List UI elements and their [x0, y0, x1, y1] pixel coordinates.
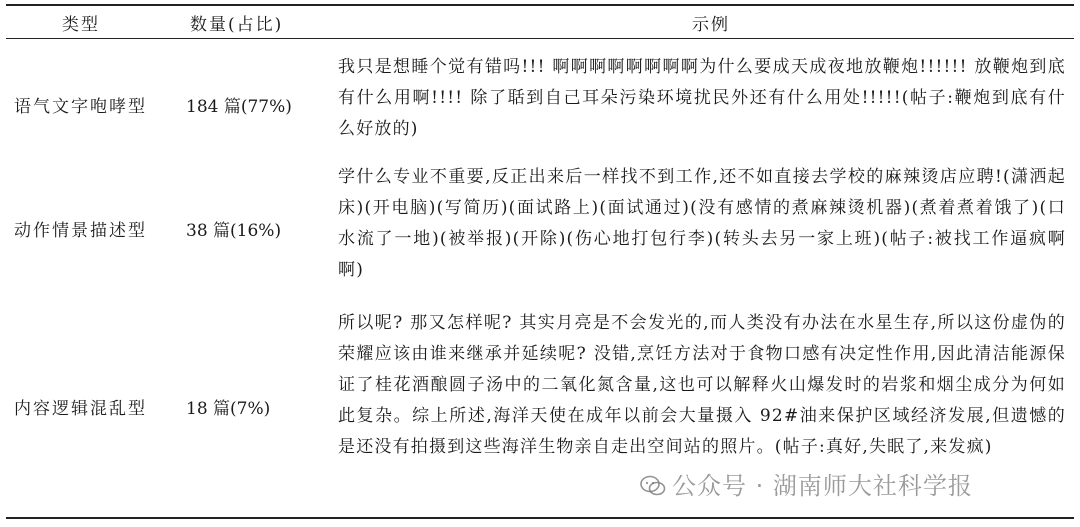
header-type: 类型 [62, 15, 100, 35]
row-example: 学什么专业不重要,反正出来后一样找不到工作,还不如直接去学校的麻辣烫店应聘!(潇洒起床)(开电脑)(写简历)(面试路上)(面试通过)(没有感情的煮麻辣烫机器)(煮着煮着饿了)(口水流了一地)(被举报)(开除)(伤心地打包行李)(转头去另一家上班)(帖子:被找工作逼疯啊啊) [338, 167, 1066, 280]
row-example: 所以呢? 那又怎样呢? 其实月亮是不会发光的,而人类没有办法在水星生存,所以这份虚伪的荣耀应该由谁来继承并延续呢? 没错,烹饪方法对于食物口感有决定性作用,因此清洁能源保证了桂花酒酿圆子汤中的二氧化氮含量,这也可以解释火山爆发时的岩浆和烟尘成分为何如此复杂。综上所述,海洋天使在成年以前会大量摄入 92#油来保护区域经济发展,但遗憾的是还没有拍摄到这些海洋生物亲自走出空间站的照片。(帖子:真好,失眠了,来发疯) [338, 313, 1066, 457]
row-example: 我只是想睡个觉有错吗!!! 啊啊啊啊啊啊啊啊为什么要成天成夜地放鞭炮!!!!!! 放鞭炮到底有什么用啊!!!! 除了聒到自己耳朵污染环境扰民外还有什么用处!!!!!(帖子:鞭炮到底有什么好放的) [338, 57, 1066, 139]
table-bottom-rule [6, 517, 1074, 519]
table-top-rule [6, 4, 1074, 6]
watermark [640, 466, 973, 501]
header-count: 数量(占比) [190, 15, 284, 35]
row-type: 动作情景描述型 [14, 221, 147, 241]
watermark-text: 公众号 · 湖南师大社科学报 [672, 472, 973, 500]
row-count: 18 篇(7%) [186, 399, 271, 419]
row-count: 38 篇(16%) [186, 221, 282, 241]
row-type: 语气文字咆哮型 [14, 97, 147, 117]
row-type: 内容逻辑混乱型 [14, 399, 147, 419]
wechat-icon [640, 475, 666, 497]
table-header-rule [6, 38, 1074, 39]
row-count: 184 篇(77%) [186, 97, 292, 117]
header-example: 示例 [692, 15, 730, 35]
